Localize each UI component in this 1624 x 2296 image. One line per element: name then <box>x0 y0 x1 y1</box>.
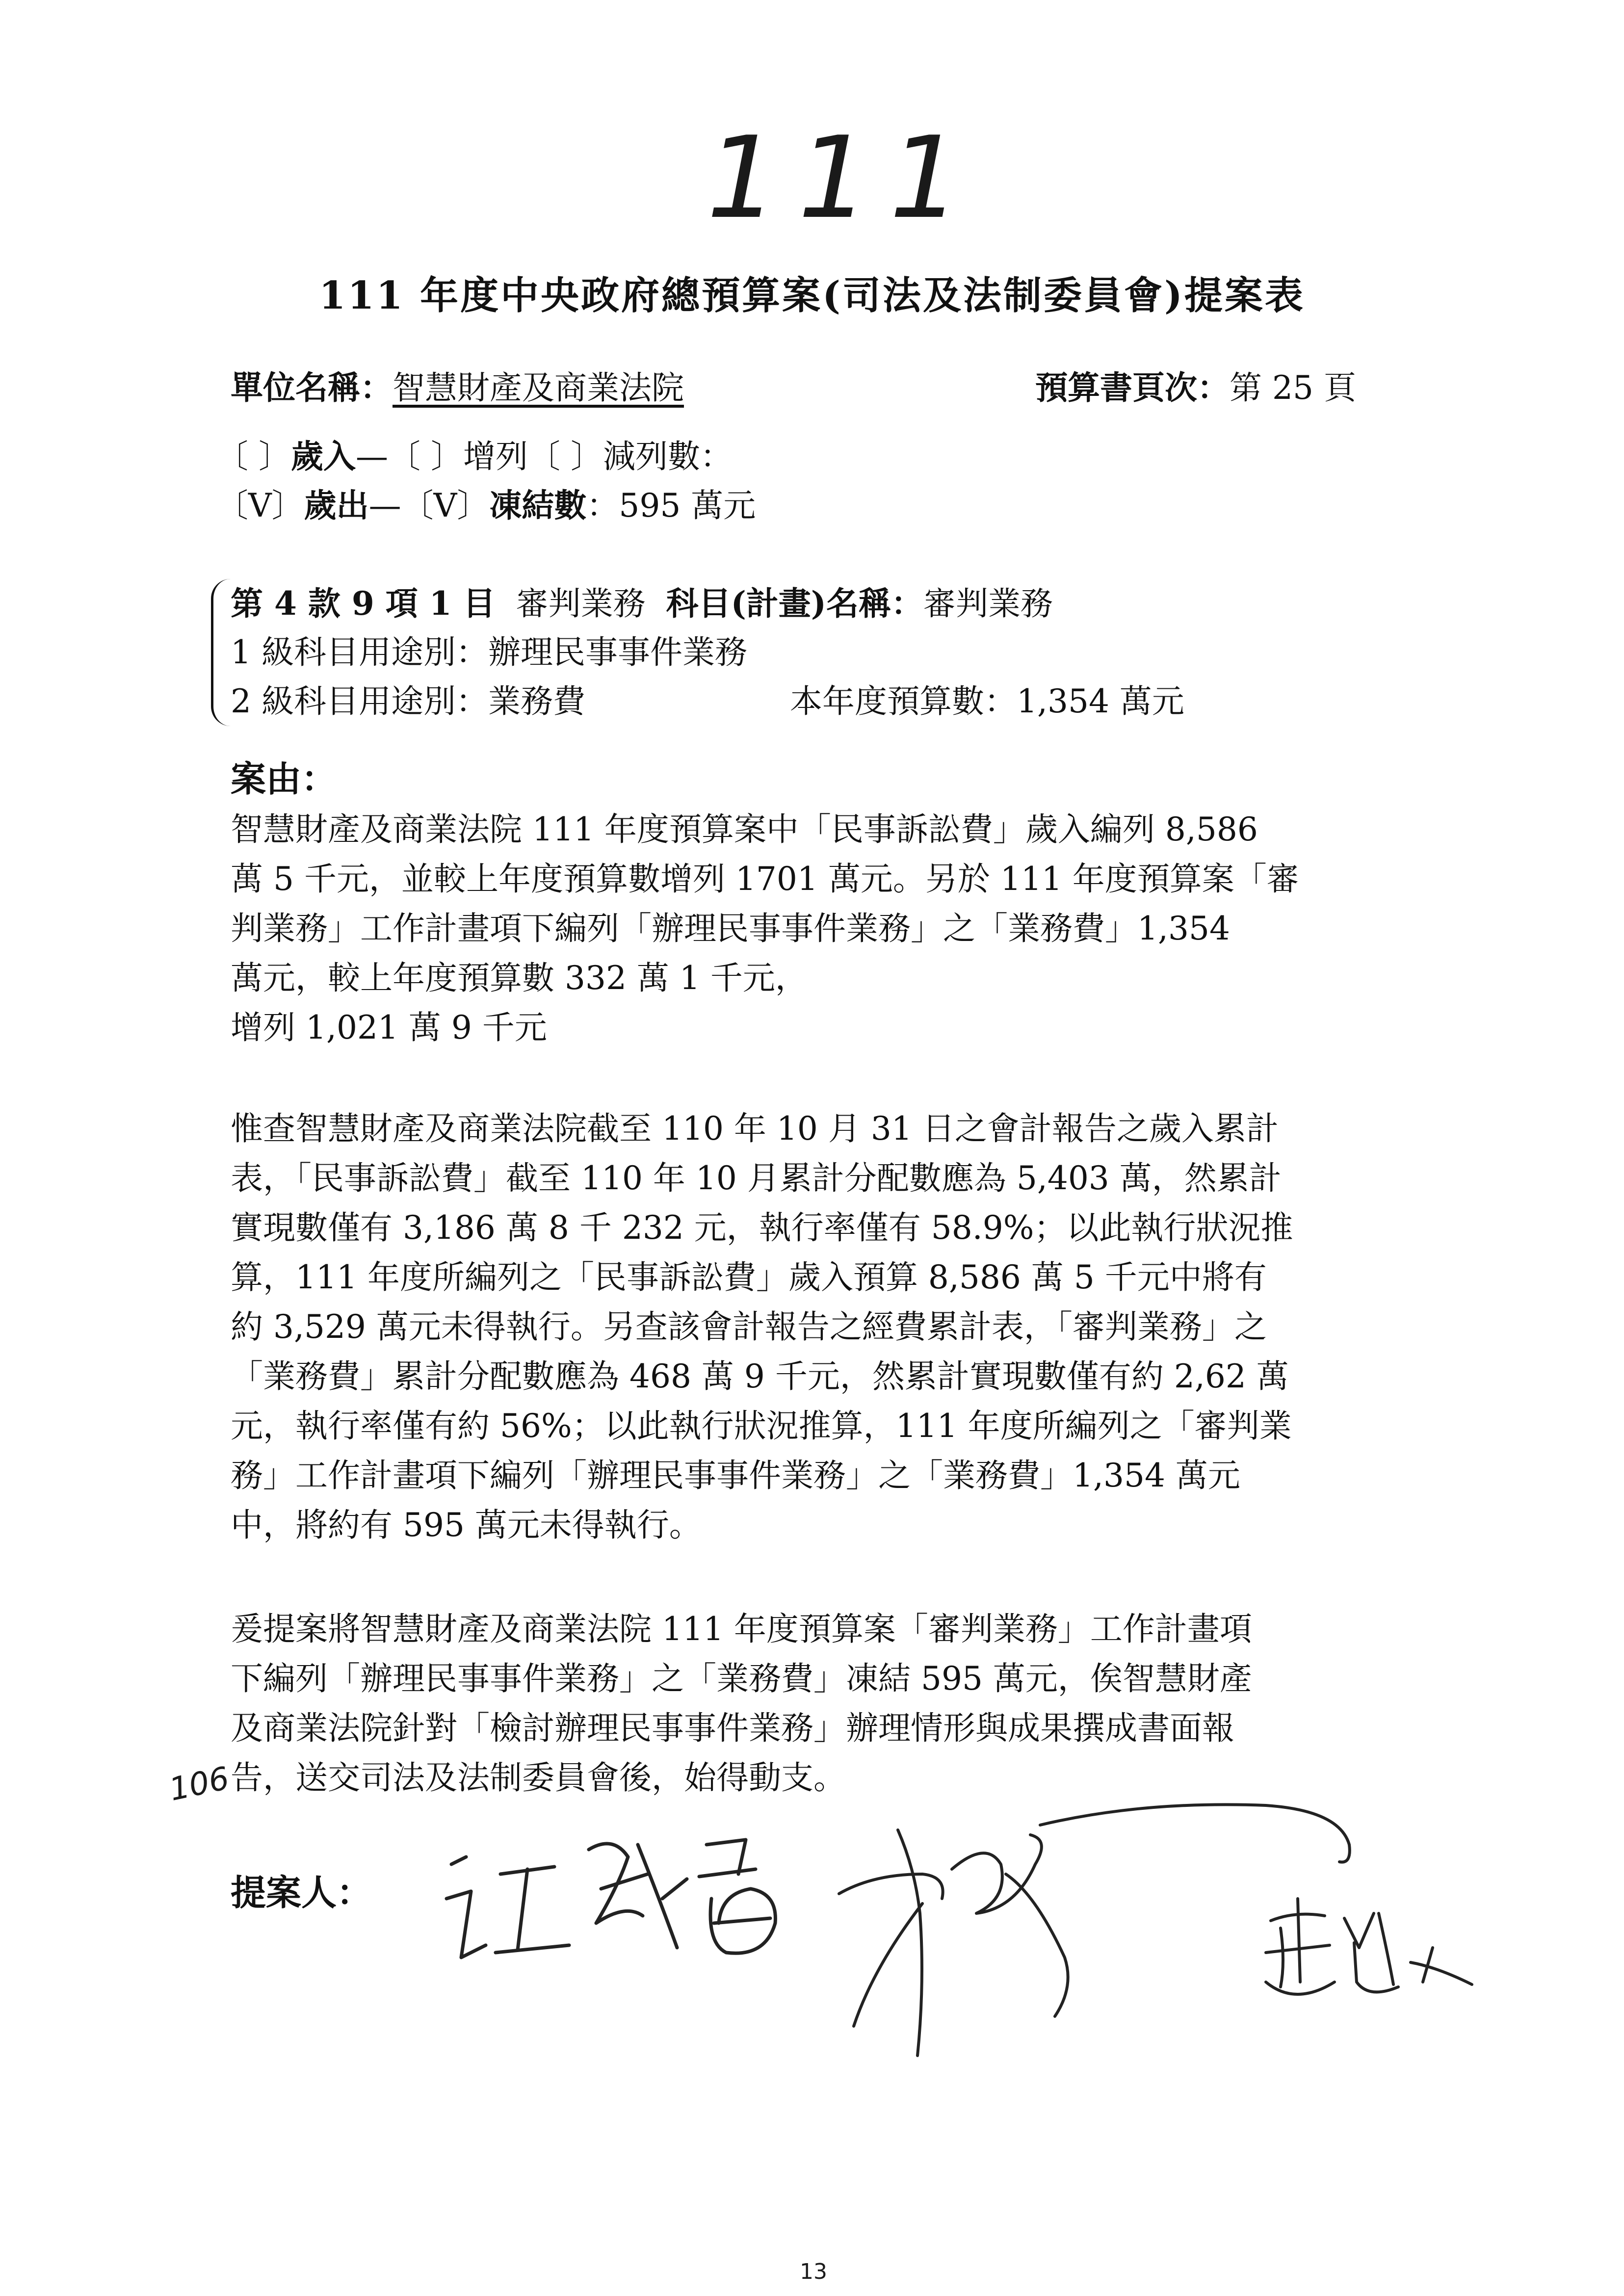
page-title: 111 年度中央政府總預算案(司法及法制委員會)提案表 <box>319 273 1305 318</box>
unit-value: 智慧財產及商業法院 <box>393 369 684 407</box>
revenue-dash: — <box>355 438 388 475</box>
freeze-colon: ： <box>586 487 619 524</box>
reason-heading: 案由： <box>231 758 337 800</box>
signature-area <box>432 1751 1511 2095</box>
revenue-line <box>216 432 733 481</box>
expense-checkbox: 〔V〕 <box>216 487 304 524</box>
unit-label: 單位名稱： <box>231 368 393 407</box>
item-heading <box>231 579 1053 628</box>
text-line: 告，送交司法及法制委員會後，始得動支。 <box>231 1759 846 1797</box>
text-line: 算，111 年度所編列之「民事訴訟費」歲入預算 8,586 萬 5 千元中將有 <box>231 1258 1267 1296</box>
level1-usage: 1 級科目用途別：辦理民事事件業務 <box>231 633 747 671</box>
subject-label: 科目(計畫)名稱： <box>666 584 924 623</box>
signature-3 <box>1266 1899 1472 1994</box>
text-line: 惟查智慧財產及商業法院截至 110 年 10 月 31 日之會計報告之歲入累計 <box>231 1110 1279 1148</box>
paragraph-1 <box>231 805 1428 1052</box>
text-line: 增列 1,021 萬 9 千元 <box>231 1009 547 1046</box>
expense-label: 歲出 <box>304 486 369 524</box>
text-line: 判業務」工作計畫項下編列「辦理民事事件業務」之「業務費」1,354 <box>231 910 1230 947</box>
text-line: 表，「民事訴訟費」截至 110 年 10 月累計分配數應為 5,403 萬，然累計 <box>231 1159 1282 1197</box>
page-ref-value: 第 25 頁 <box>1230 369 1356 407</box>
margin-note: 106 <box>166 1760 233 1808</box>
freeze-checkbox: 〔V〕 <box>401 487 490 524</box>
text-line: 元，執行率僅有約 56%；以此執行狀況推算，111 年度所編列之「審判業 <box>231 1407 1292 1445</box>
increase-checkbox: 〔 〕 <box>388 438 463 475</box>
item-name: 審判業務 <box>516 585 646 623</box>
page-ref-label: 預算書頁次： <box>1035 368 1230 407</box>
text-line: 爰提案將智慧財產及商業法院 111 年度預算案「審判業務」工作計畫項 <box>231 1610 1252 1648</box>
increase-label: 增列 <box>463 438 528 475</box>
text-line: 務」工作計畫項下編列「辦理民事事件業務」之「業務費」1,354 萬元 <box>231 1457 1240 1494</box>
signature-2 <box>839 1804 1350 2056</box>
page-number: 13 <box>800 2259 827 2284</box>
text-line: 「業務費」累計分配數應為 468 萬 9 千元，然累計實現數僅有約 2,62 萬 <box>231 1357 1289 1395</box>
unit-row <box>231 363 684 413</box>
text-line: 萬元，較上年度預算數 332 萬 1 千元， <box>231 959 808 997</box>
page-ref-row <box>1035 363 1356 413</box>
proposer-label: 提案人： <box>231 1872 372 1913</box>
text-line: 及商業法院針對「檢討辦理民事事件業務」辦理情形與成果撰成書面報 <box>231 1709 1234 1747</box>
text-line: 實現數僅有 3,186 萬 8 千 232 元，執行率僅有 58.9%；以此執行狀況推 <box>231 1209 1293 1247</box>
subject-value: 審判業務 <box>923 585 1053 623</box>
text-line: 智慧財產及商業法院 111 年度預算案中「民事訴訟費」歲入編列 8,586 <box>231 810 1258 848</box>
freeze-label: 凍結數 <box>489 486 587 524</box>
expense-line <box>216 481 756 530</box>
revenue-label: 歲入 <box>290 437 356 475</box>
revenue-checkbox: 〔 〕 <box>216 438 291 475</box>
item-code: 第 4 款 9 項 1 目 <box>231 584 496 623</box>
decrease-checkbox: 〔 〕 <box>527 438 603 475</box>
level2-usage: 2 級科目用途別：業務費 <box>231 682 585 720</box>
decrease-label: 減列數： <box>602 438 733 475</box>
signature-1 <box>446 1840 775 1957</box>
text-line: 中，將約有 595 萬元未得執行。 <box>231 1506 702 1544</box>
text-line: 下編列「辦理民事事件業務」之「業務費」凍結 595 萬元，俟智慧財產 <box>231 1660 1252 1697</box>
handwritten-number: 111 <box>707 113 981 244</box>
annual-budget: 本年度預算數：1,354 萬元 <box>790 682 1184 720</box>
paragraph-2 <box>231 1104 1428 1550</box>
freeze-amount: 595 萬元 <box>619 487 756 524</box>
expense-dash: — <box>368 487 401 524</box>
text-line: 約 3,529 萬元未得執行。另查該會計報告之經費累計表，「審判業務」之 <box>231 1308 1267 1346</box>
text-line: 萬 5 千元，並較上年度預算數增列 1701 萬元。另於 111 年度預算案「審 <box>231 860 1299 898</box>
